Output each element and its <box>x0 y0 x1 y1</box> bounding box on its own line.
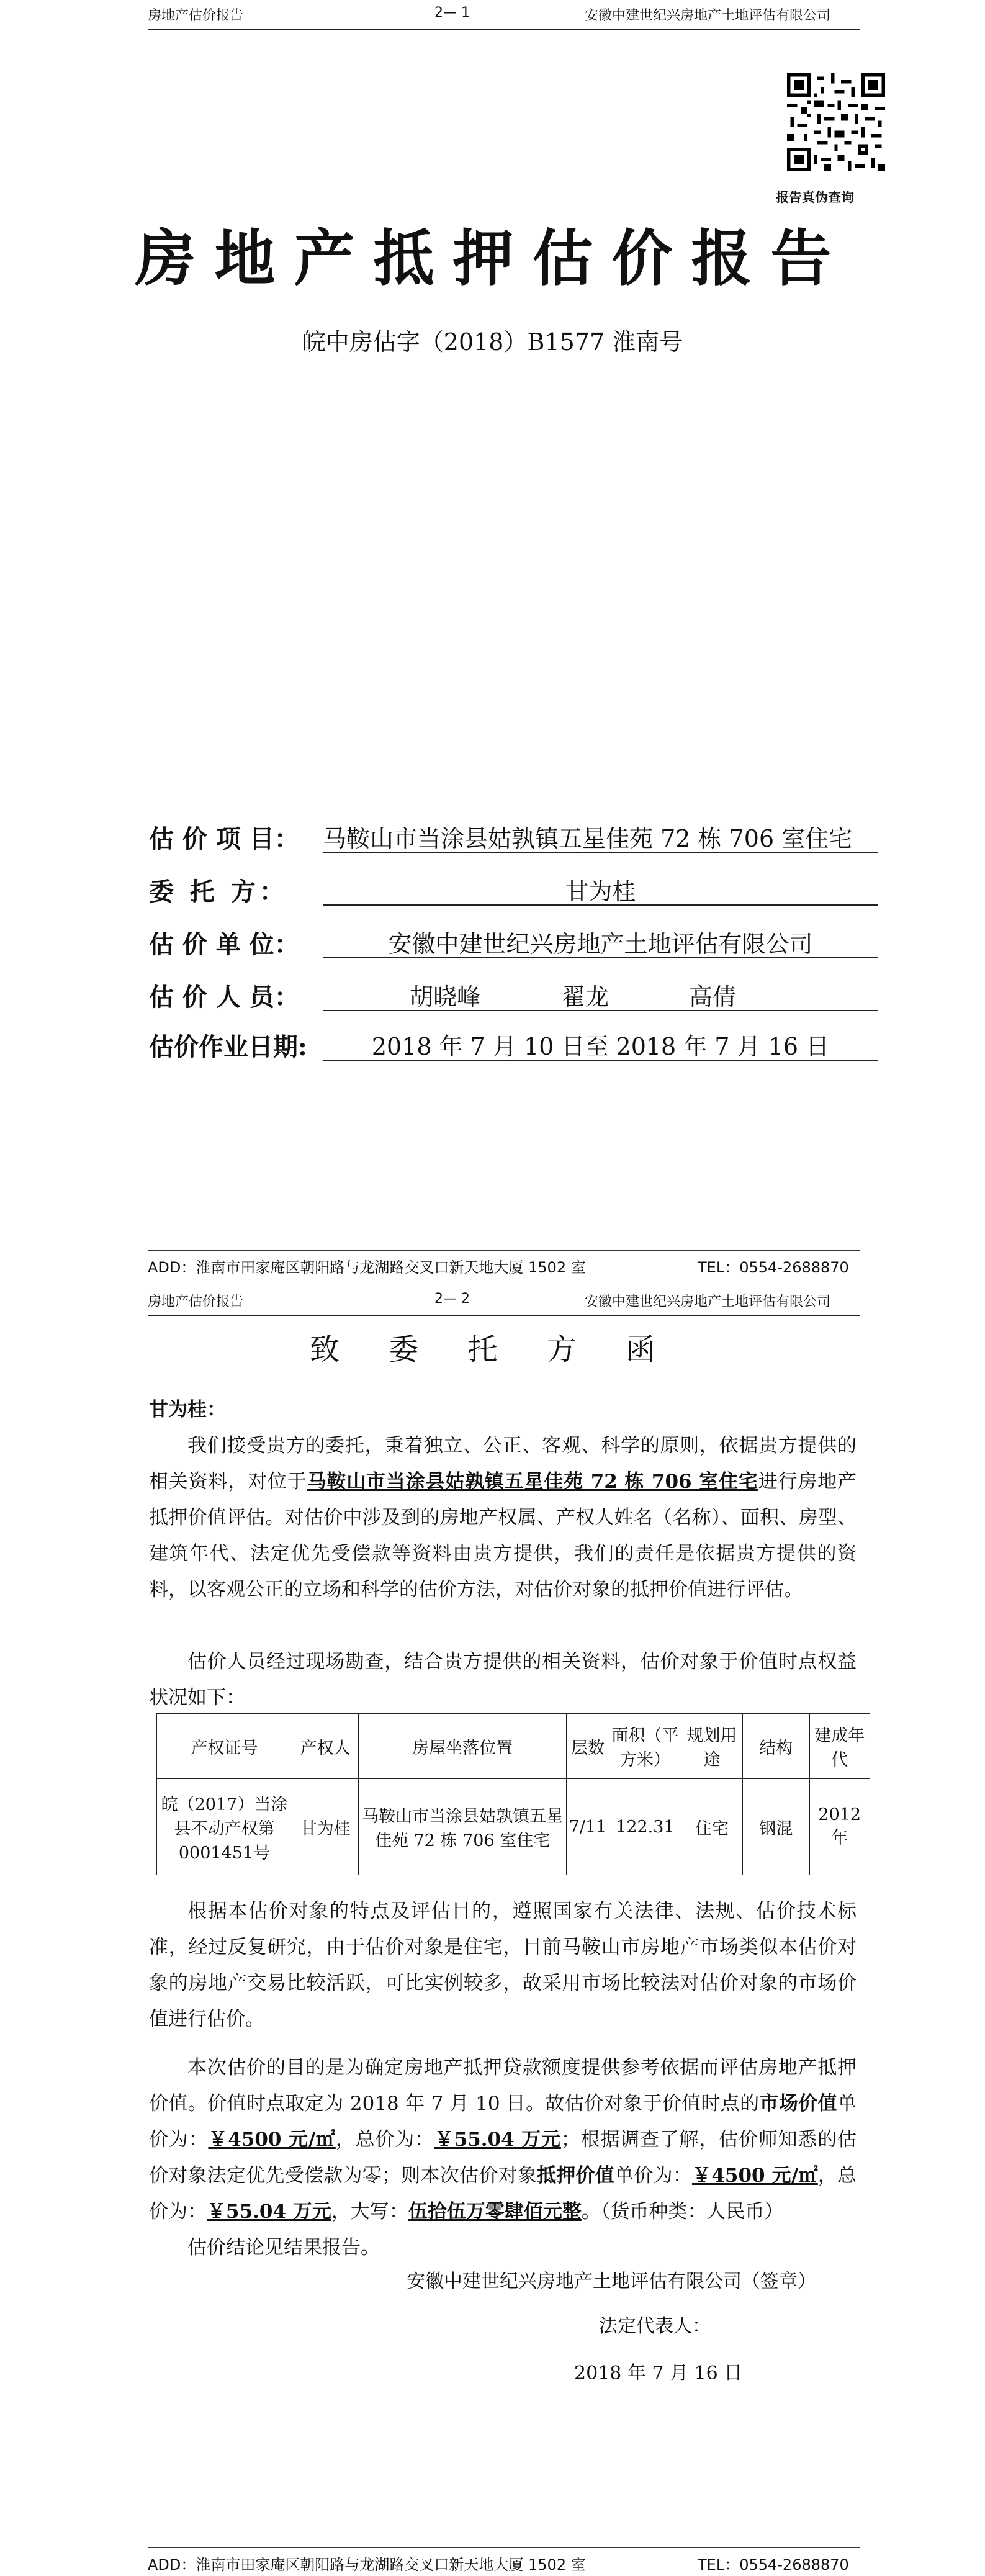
unit-value: 安徽中建世纪兴房地产土地评估有限公司 <box>388 930 813 958</box>
footer-address: ADD：淮南市田家庵区朝阳路与龙湖路交叉口新天地大厦 1502 室 <box>148 1259 586 1276</box>
paragraph-conclusion: 本次估价的目的是为确定房地产抵押贷款额度提供参考依据而评估房地产抵押价值。价值时点取定为 2018 年 7 月 10 日。故估价对象于价值时点的市场价值单价为：￥4500 元/㎡，总价为：￥55.04 万元；根据调查了解，估价师知悉的估价对象法定优先受偿款为零；则本次估价对象抵押价值单价为：￥4500 元/㎡，总价为：￥55.04 万元，大写：伍拾伍万零肆佰元整。（货币种类：人民币） <box>149 2056 857 2223</box>
table-cell: 住宅 <box>681 1779 742 1875</box>
property-address: 马鞍山市当涂县姑孰镇五星佳苑 72 栋 706 室住宅 <box>307 1470 758 1493</box>
property-table <box>156 1713 870 1875</box>
report-title: 房地产抵押估价报告 <box>135 223 850 294</box>
footer-rule <box>148 2547 860 2548</box>
qr-caption: 报告真伪查询 <box>776 190 854 205</box>
appraiser-name: 翟龙 <box>562 983 609 1011</box>
table-row <box>157 1779 870 1875</box>
appraiser-name: 胡晓峰 <box>410 983 481 1011</box>
paragraph-see-result: 估价结论见结果报告。 <box>187 2236 380 2259</box>
table-header-row <box>157 1714 870 1779</box>
header-left: 房地产估价报告 <box>148 8 244 24</box>
header-right: 安徽中建世纪兴房地产土地评估有限公司 <box>585 8 831 24</box>
header-page-number: 2— 2 <box>434 1291 470 1307</box>
unit-price: ￥4500 元/㎡ <box>208 2128 336 2151</box>
project-underline <box>323 852 878 853</box>
salutation: 甘为桂： <box>149 1398 226 1421</box>
table-cell: 7/11 <box>566 1779 609 1875</box>
qr-code-icon[interactable] <box>787 73 885 171</box>
appraisers-label: 估 价 人 员： <box>149 983 299 1012</box>
unit-label: 估 价 单 位： <box>149 930 299 959</box>
company-signature: 安徽中建世纪兴房地产土地评估有限公司（签章） <box>407 2271 816 2292</box>
header-page-number: 2— 1 <box>434 5 470 20</box>
paragraph-survey: 估价人员经过现场勘查，结合贵方提供的相关资料，估价对象于价值时点权益状况如下： <box>149 1651 857 1709</box>
footer-tel: TEL：0554-2688870 <box>698 2556 849 2574</box>
paragraph-entrust: 我们接受贵方的委托，秉着独立、公正、客观、科学的原则，依据贵方提供的相关资料，对位于马鞍山市当涂县姑孰镇五星佳苑 72 栋 706 室住宅进行房地产抵押价值评估。对估价中涉及到的房地产权属、产权人姓名（名称）、面积、房型、建筑年代、法定优先受偿款等资料由贵方提供，我们的责任是依据贵方提供的资料，以客观公正的立场和科学的估价方法，对估价对象的抵押价值进行评估。 <box>149 1434 857 1601</box>
appraisers-underline <box>323 1010 878 1011</box>
table-cell: 马鞍山市当涂县姑孰镇五星佳苑 72 栋 706 室住宅 <box>359 1779 566 1875</box>
project-value: 马鞍山市当涂县姑孰镇五星佳苑 72 栋 706 室住宅 <box>323 825 853 852</box>
capital-amount: 伍拾伍万零肆佰元整 <box>408 2200 582 2223</box>
header-left: 房地产估价报告 <box>148 1294 244 1310</box>
appraiser-name: 高倩 <box>689 983 737 1011</box>
legal-representative: 法定代表人： <box>599 2315 711 2337</box>
table-cell: 钢混 <box>743 1779 809 1875</box>
total-price: ￥55.04 万元 <box>207 2200 331 2223</box>
header-rule <box>148 1315 860 1316</box>
header-rule <box>148 29 860 30</box>
table-header: 产权人 <box>292 1714 358 1779</box>
total-price: ￥55.04 万元 <box>434 2128 561 2151</box>
sign-date: 2018 年 7 月 16 日 <box>574 2362 743 2384</box>
client-value: 甘为桂 <box>565 878 636 905</box>
paragraph-method: 根据本估价对象的特点及评估目的，遵照国家有关法律、法规、估价技术标准，经过反复研究，由于估价对象是住宅，目前马鞍山市房地产市场类似本估价对象的房地产交易比较活跃，可比实例较多，故采用市场比较法对估价对象的市场价值进行估价。 <box>149 1900 857 2030</box>
footer-address: ADD：淮南市田家庵区朝阳路与龙湖路交叉口新天地大厦 1502 室 <box>148 2556 586 2574</box>
date-value: 2018 年 7 月 10 日至 2018 年 7 月 16 日 <box>371 1033 830 1060</box>
table-cell: 2012 年 <box>809 1779 870 1875</box>
unit-underline <box>323 957 878 958</box>
letter-title: 致 委 托 方 函 <box>309 1332 676 1367</box>
table-header: 规划用途 <box>681 1714 742 1779</box>
table-header: 层数 <box>566 1714 609 1779</box>
table-header: 建成年代 <box>809 1714 870 1779</box>
footer-rule <box>148 1250 860 1251</box>
footer-tel: TEL：0554-2688870 <box>698 1259 849 1276</box>
unit-price: ￥4500 元/㎡ <box>692 2164 818 2187</box>
date-label: 估价作业日期: <box>149 1032 307 1061</box>
header-right: 安徽中建世纪兴房地产土地评估有限公司 <box>585 1294 831 1310</box>
client-underline <box>323 904 878 906</box>
table-cell: 甘为桂 <box>292 1779 358 1875</box>
table-cell: 122.31 <box>609 1779 681 1875</box>
table-cell: 皖（2017）当涂县不动产权第0001451号 <box>157 1779 292 1875</box>
report-number: 皖中房估字（2018）B1577 淮南号 <box>302 328 683 356</box>
table-header: 房屋坐落位置 <box>359 1714 566 1779</box>
table-header: 结构 <box>743 1714 809 1779</box>
date-underline <box>323 1060 878 1061</box>
table-header: 面积（平方米） <box>609 1714 681 1779</box>
client-label: 委 托 方： <box>149 877 288 906</box>
table-header: 产权证号 <box>157 1714 292 1779</box>
project-label: 估 价 项 目： <box>149 824 299 853</box>
